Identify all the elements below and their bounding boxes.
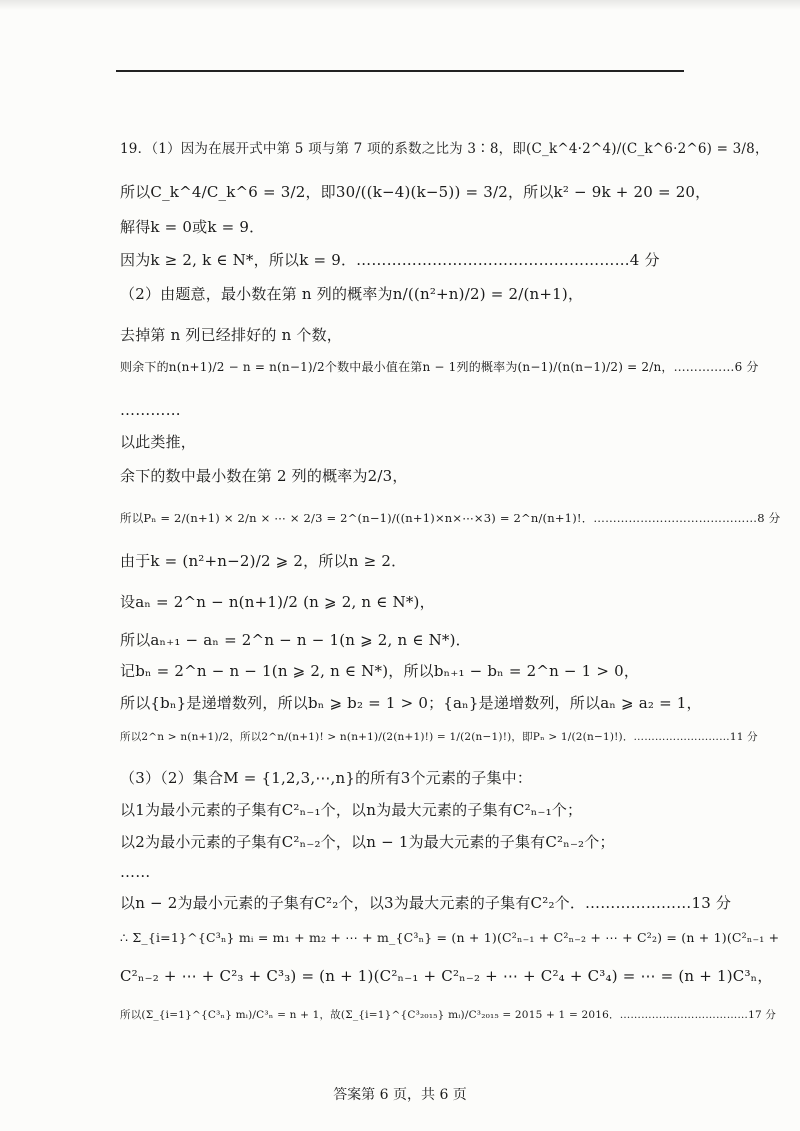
solution-line: 所以2^n > n(n+1)/2，所以2^n/(n+1)! > n(n+1)/(2(n+1)!) = 1/(2(n−1)!)，即Pₙ > 1/(2(n−1)!)．………………………11 分 bbox=[120, 731, 758, 743]
solution-line: 以n − 2为最小元素的子集有C²₂个，以3为最大元素的子集有C²₂个．…………………13 分 bbox=[120, 894, 732, 912]
header-rule bbox=[116, 70, 684, 72]
solution-line: 余下的数中最小数在第 2 列的概率为2/3， bbox=[120, 467, 408, 485]
solution-line: 记bₙ = 2^n − n − 1(n ⩾ 2, n ∈ N*)，所以bₙ₊₁ − bₙ = 2^n − 1 > 0， bbox=[120, 662, 640, 680]
solution-line: 以2为最小元素的子集有C²ₙ₋₂个，以n − 1为最大元素的子集有C²ₙ₋₂个； bbox=[120, 833, 615, 851]
solution-line: 因为k ≥ 2, k ∈ N*，所以k = 9．………………………………………………4 分 bbox=[120, 251, 660, 269]
top-scan-shadow bbox=[0, 0, 800, 10]
solution-line: 所以Pₙ = 2/(n+1) × 2/n × ⋯ × 2/3 = 2^(n−1)/((n+1)×n×⋯×3) = 2^n/(n+1)!．……………………………………8 分 bbox=[120, 511, 781, 525]
solution-line: 所以C_k^4/C_k^6 = 3/2，即30/((k−4)(k−5)) = 3/2，所以k² − 9k + 20 = 20， bbox=[120, 183, 711, 201]
page-footer: 答案第 6 页，共 6 页 bbox=[333, 1087, 467, 1103]
solution-line: （3）（2）集合M = {1,2,3,⋯,n}的所有3个元素的子集中： bbox=[120, 769, 533, 787]
solution-line: 解得k = 0或k = 9． bbox=[120, 218, 265, 236]
solution-line: 所以(Σ_{i=1}^{C³ₙ} mᵢ)/C³ₙ = n + 1，故(Σ_{i=1}^{C³₂₀₁₅} mᵢ)/C³₂₀₁₅ = 2015 + 1 = 2016．………………………………17 分 bbox=[120, 1009, 777, 1021]
solution-line: 由于k = (n²+n−2)/2 ⩾ 2，所以n ≥ 2． bbox=[120, 552, 407, 570]
solution-line: C²ₙ₋₂ + ⋯ + C²₃ + C³₃) = (n + 1)(C²ₙ₋₁ + C²ₙ₋₂ + ⋯ + C²₄ + C³₄) = ⋯ = (n + 1)C³ₙ， bbox=[120, 967, 773, 985]
solution-line: 去掉第 n 列已经排好的 n 个数， bbox=[120, 326, 342, 344]
solution-line: （2）由题意，最小数在第 n 列的概率为n/((n²+n)/2) = 2/(n+1)， bbox=[120, 285, 584, 303]
solution-line: 则余下的n(n+1)/2 − n = n(n−1)/2个数中最小值在第n − 1列的概率为(n−1)/(n(n−1)/2) = 2/n，……………6 分 bbox=[120, 360, 759, 374]
solution-line: …… bbox=[120, 863, 151, 881]
solution-line: 设aₙ = 2^n − n(n+1)/2 (n ⩾ 2, n ∈ N*)， bbox=[120, 593, 435, 611]
solution-line: 所以{bₙ}是递增数列，所以bₙ ⩾ b₂ = 1 > 0；{aₙ}是递增数列，所以aₙ ⩾ a₂ = 1， bbox=[120, 694, 702, 712]
solution-line: 19．（1）因为在展开式中第 5 项与第 7 项的系数之比为 3∶8，即(C_k^4·2^4)/(C_k^6·2^6) = 3/8， bbox=[120, 141, 769, 157]
solution-line: 以1为最小元素的子集有C²ₙ₋₁个，以n为最大元素的子集有C²ₙ₋₁个； bbox=[120, 801, 583, 819]
solution-line: 所以aₙ₊₁ − aₙ = 2^n − n − 1(n ⩾ 2, n ∈ N*)． bbox=[120, 631, 471, 649]
solution-line: ………… bbox=[120, 401, 181, 419]
solution-line: 以此类推， bbox=[120, 433, 197, 451]
solution-line: ∴ Σ_{i=1}^{C³ₙ} mᵢ = m₁ + m₂ + ⋯ + m_{C³ₙ} = (n + 1)(C²ₙ₋₁ + C²ₙ₋₂ + ⋯ + C²₂) = (n + 1)(C²ₙ₋₁ + bbox=[120, 930, 780, 945]
